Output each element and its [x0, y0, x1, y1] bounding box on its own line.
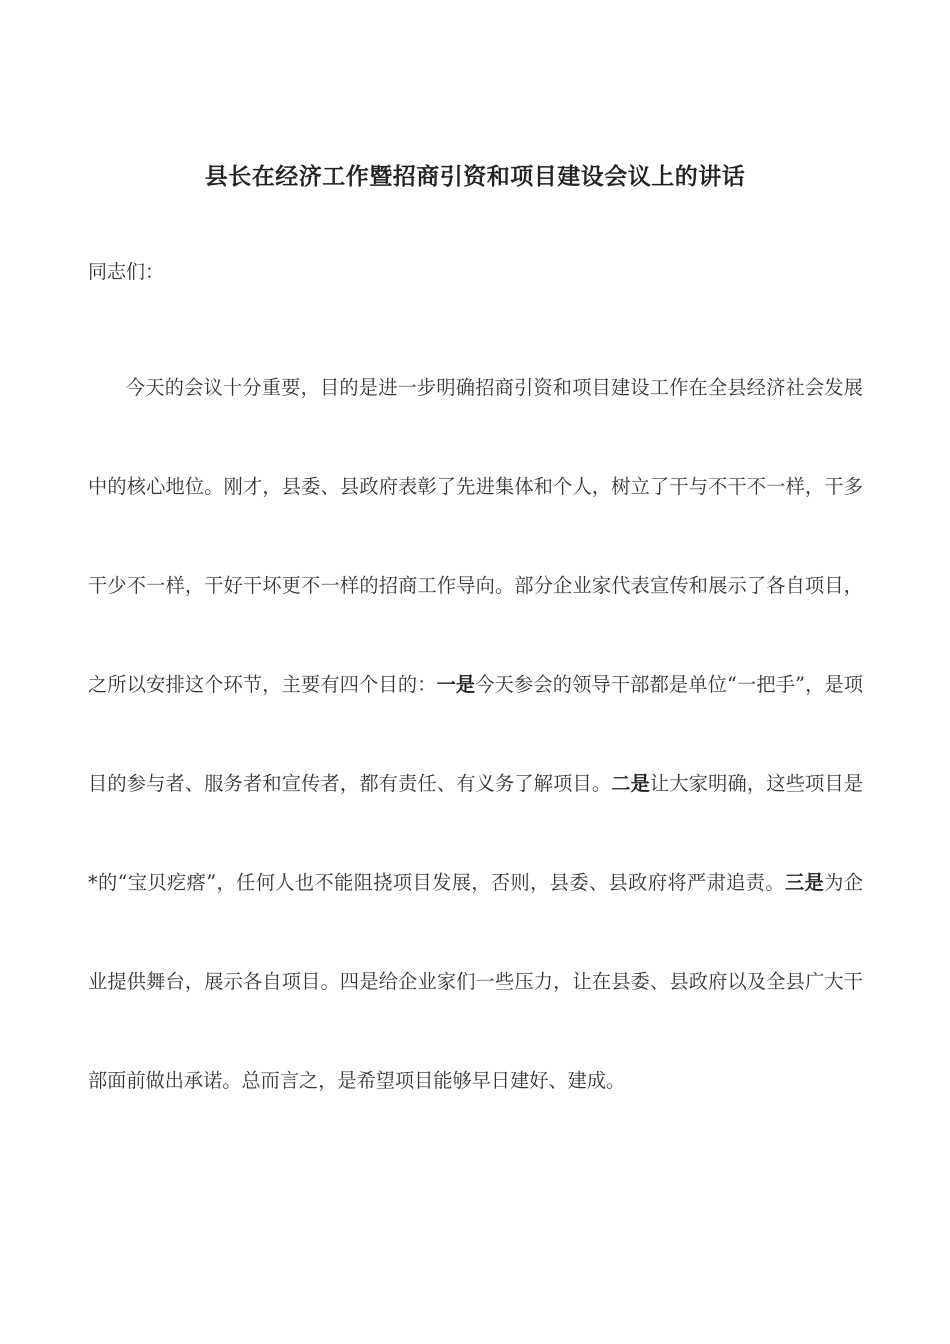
body-paragraph	[88, 338, 863, 1130]
point-marker-2: 二是	[611, 772, 651, 795]
paragraph-text-3: 让大家明确，这些项目是*的“宝贝疙瘩”，任何人也不能阻挠项目发展，否则，县委、县政府将严肃追责。	[88, 772, 864, 894]
paragraph-text-2: 今天参会的领导干部都是单位“一把手”，是项目的参与者、服务者和宣传者，都有责任、有义务了解项目。	[88, 673, 864, 795]
point-marker-3: 三是	[785, 871, 825, 894]
document-title: 县长在经济工作暨招商引资和项目建设会议上的讲话	[204, 164, 746, 190]
paragraph-text-4: 为企业提供舞台，展示各自项目。四是给企业家们一些压力，让在县委、县政府以及全县广大干部面前做出承诺。总而言之，是希望项目能够早日建好、建成。	[88, 871, 864, 1092]
point-marker-1: 一是	[436, 673, 476, 696]
salutation: 同志们：	[88, 261, 165, 283]
paragraph-text-1: 今天的会议十分重要，目的是进一步明确招商引资和项目建设工作在全县经济社会发展中的核心地位。刚才，县委、县政府表彰了先进集体和个人，树立了干与不干不一样，干多干少不一样，干好干坏更不一样的招商工作导向。部分企业家代表宣传和展示了各自项目，之所以安排这个环节，主要有四个目的：	[88, 376, 863, 696]
